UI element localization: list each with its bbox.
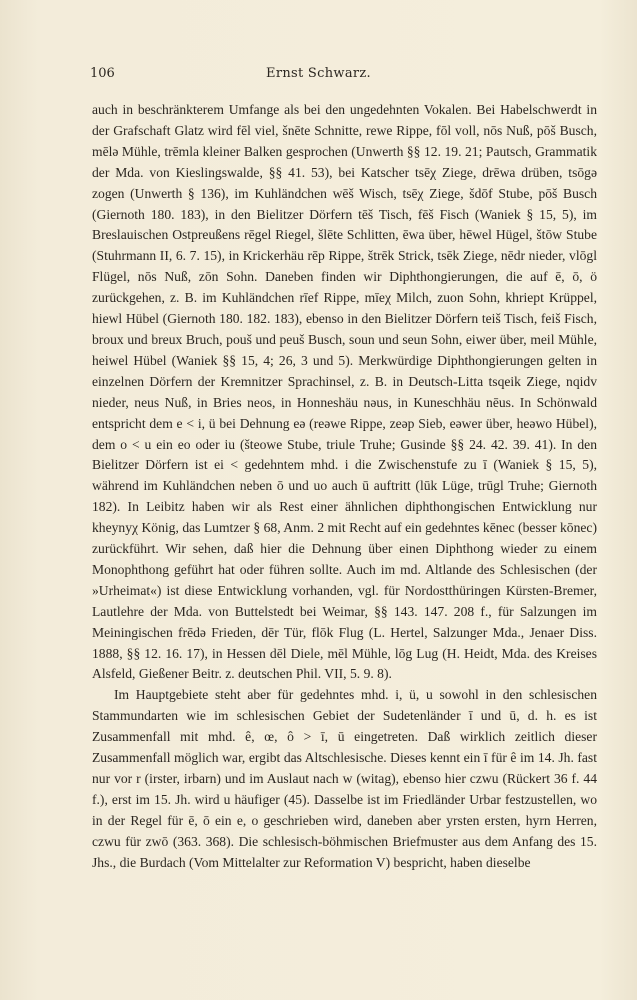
page-number: 106 <box>90 66 115 81</box>
paragraph-dehnung: auch in beschränkterem Umfange als bei den ungedehnten Vokalen. Bei Habelschwerdt in der Grafschaft Glatz wird fēl viel, šnēte Schnitte, rewe Rippe, fōl voll, nōs Nuß, pōš Busch, mēlə Mühle, trēmla kleiner Balken gesprochen (Unwerth §§ 12. 19. 21; Pautsch, Grammatik der Mda. von Kieslingswalde, §§ 41. 53), bei Katscher tsēχ Ziege, drēwa drüben, tsōgə zogen (Unwerth § 136), im Kuhländchen wēš Wisch, tsēχ Ziege, šdōf Stube, pōš Busch (Giernoth 180. 183), in den Bielitzer Dörfern tēš Tisch, fēš Fisch (Waniek § 15, 5), im Breslauischen Ostpreußens rēgel Riegel, šlēte Schlitten, ēwa über, hēwel Hügel, štōw Stube (Stuhrmann II, 6. 7. 15), in Krickerhäu rēp Rippe, štrēk Strick, tsēk Ziege, nēdr nieder, vlōgl Flügel, nōs Nuß, zōn Sohn. Daneben finden wir Diphthongierungen, die auf ē, ō, ö zurückgehen, z. B. im Kuhländchen rīef Rippe, mīeχ Milch, zuon Sohn, khriept Krüppel, hiewl Hübel (Giernoth 180. 182. 183), ebenso in den Bielitzer Dörfern teiš Tisch, feiš Fisch, broux und breux Bruch, pouš und peuš Busch, soun und seun Sohn, eiwer über, meil Mühle, heiwel Hübel (Waniek §§ 15, 4; 26, 3 und 5). Merkwürdige Diphthongierungen gelten in einzelnen Dörfern der Kremnitzer Sprachinsel, z. B. in Deutsch-Litta tsqeik Ziege, nqidv nieder, neus Nuß, in Bries neos, in Honneshäu nəus, in Kuneschhäu nēus. In Schönwald entspricht dem e < i, ü bei Dehnung eə (reəwe Rippe, zeəp Sieb, eəwer über, heəwo Hübel), dem o < u ein eo oder iu (šteowe Stube, triule Truhe; Gusinde §§ 24. 42. 39. 41). In den Bielitzer Dörfern ist ei < gedehntem mhd. i die Zwischenstufe zu ī (Waniek § 15, 5), während im Kuhländchen neben ō und uo auch ū auftritt (lūk Lüge, trūgl Truhe; Giernoth 182). In Leibitz haben wir als Rest einer ähnlichen diphthongischen Entwicklung nur kheynyχ König, das Lumtzer § 68, Anm. 2 mit Recht auf ein gedehntes kēnec (besser kōnec) zurückführt. Wir sehen, daß hier die Dehnung über einen Diphthong wieder zu einem Monophthong geführt hat oder führen sollte. Auch im md. Altlande des Schlesischen (der »Urheimat«) ist diese Entwicklung vorhanden, vgl. für Nordostthüringen Kürsten-Bremer, Lautlehre der Mda. von Buttelstedt bei Weimar, §§ 143. 147. 208 f., für Salzungen im Meiningischen frēdə Frieden, dēr Tür, flōk Flug (L. Hertel, Salzunger Mda., Jenaer Diss. 1888, §§ 12. 16. 17), in Hessen dēl Diele, mēl Mühle, lōg Lug (H. Heidt, Mda. des Kreises Alsfeld, Gießener Beitr. z. deutschen Phil. VII, 5. 9. 8). <box>92 102 597 682</box>
page-header <box>90 66 547 84</box>
running-head: Ernst Schwarz. <box>266 66 371 81</box>
body-text <box>92 100 597 874</box>
paragraph-hauptgebiete: Im Hauptgebiete steht aber für gedehntes mhd. i, ü, u sowohl in den schlesischen Stammundarten wie im schlesischen Gebiet der Sudetenländer ī und ū, d. h. es ist Zusammenfall mit mhd. ê, œ, ô > ī, ū eingetreten. Daß wirklich zeitlich dieser Zusammenfall möglich war, ergibt das Altschlesische. Dieses kennt ein ī für ê im 14. Jh. fast nur vor r (irster, irbarn) und im Auslaut nach w (witag), ebenso hier czwu (Rückert 36 f. 44 f.), erst im 15. Jh. wird u häufiger (45). Dasselbe ist im Friedländer Urbar festzustellen, wo in der Regel für ē, ō ein e, o geschrieben wird, daneben aber yrsten ersten, hyrn Herren, czwu für zwō (363. 368). Die schlesisch-böhmischen Briefmuster aus dem Anfang des 15. Jhs., die Burdach (Vom Mittelalter zur Reformation V) bespricht, haben dieselbe <box>92 687 597 870</box>
